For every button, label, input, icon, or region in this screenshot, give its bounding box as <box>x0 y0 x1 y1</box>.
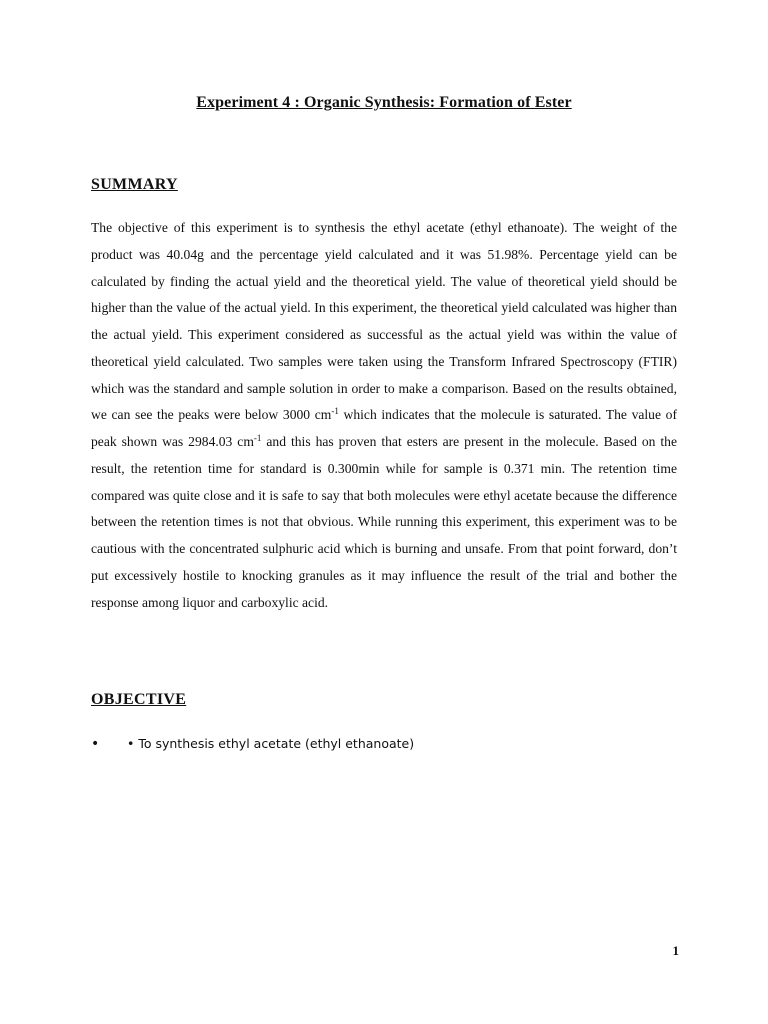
summary-superscript-1: -1 <box>331 406 339 417</box>
objective-item-text: • To synthesis ethyl acetate (ethyl ethanoate) <box>127 736 415 751</box>
document-title: Experiment 4 : Organic Synthesis: Formation of Ester <box>196 94 572 111</box>
summary-paragraph <box>91 215 677 616</box>
summary-text-part-2: which indicates that the molecule is saturated. The value of peak shown was 2984.03 cm <box>91 407 678 449</box>
bullet-icon: • <box>91 736 100 752</box>
summary-text-part-1: The objective of this experiment is to synthesis the ethyl acetate (ethyl ethanoate). The weight of the product was 40.04g and the percentage yield calculated and it was 51.98%. Percentage yield can be calculated by finding the actual yield and the theoretical yield. The value of theoretical yield should be higher than the value of the actual yield. In this experiment, the theoretical yield calculated was higher than the actual yield. This experiment considered as successful as the actual yield was within the value of theoretical yield calculated. Two samples were taken using the Transform Infrared Spectroscopy (FTIR) which was the standard and sample solution in order to make a comparison. Based on the results obtained, we can see the peaks were below 3000 cm <box>91 220 677 423</box>
list-item <box>91 734 677 754</box>
summary-text-part-3: and this has proven that esters are present in the molecule. Based on the result, the retention time for standard is 0.300min while for sample is 0.371 min. The retention time compared was quite close and it is safe to say that both molecules were ethyl acetate because the difference between the retention times is not that obvious. While running this experiment, this experiment was to be cautious with the concentrated sulphuric acid which is burning and unsafe. From that point forward, don’t put excessively hostile to knocking granules as it may influence the result of the trial and bother the response among liquor and carboxylic acid. <box>91 434 677 610</box>
objective-list <box>91 734 677 754</box>
page-number: 1 <box>672 943 679 958</box>
summary-heading: SUMMARY <box>91 176 178 193</box>
summary-superscript-2: -1 <box>253 433 262 443</box>
objective-heading: OBJECTIVE <box>91 691 187 708</box>
